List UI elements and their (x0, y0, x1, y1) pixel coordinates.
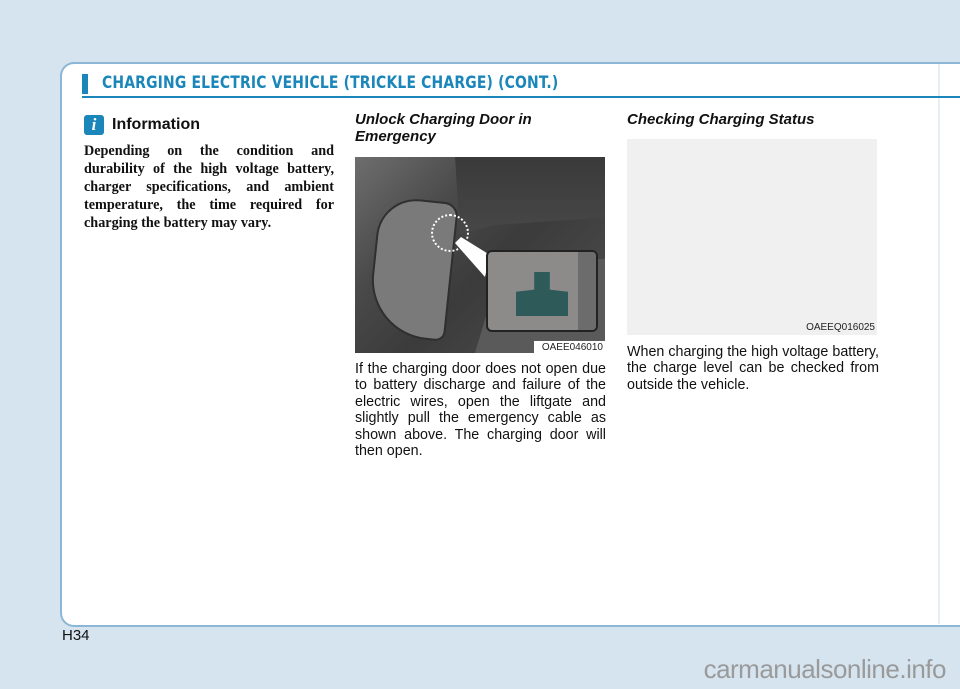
liftgate-emergency-cable-image (355, 157, 605, 353)
status-heading: Checking Charging Status (627, 111, 815, 128)
info-body-text: Depending on the condition and durability of the high voltage battery, charger specifications, and ambient temperature, the time required for charging the battery may vary. (84, 143, 334, 231)
title-marker (82, 74, 88, 94)
info-header (84, 115, 200, 135)
unlock-body-text: If the charging door does not open due to battery discharge and failure of the electric wires, open the liftgate and slightly pull the emergency cable as shown above. The charging door will then open. (355, 361, 606, 460)
info-icon: i (84, 115, 104, 135)
highlight-circle (431, 214, 469, 252)
image-caption: OAEEQ016025 (806, 322, 875, 333)
charging-status-image (627, 139, 877, 335)
watermark: carmanualsonline.info (703, 654, 946, 684)
column-divider (938, 64, 940, 624)
status-body-text: When charging the high voltage battery, the charge level can be checked from outside the vehicle. (627, 344, 879, 393)
info-label: Information (112, 116, 200, 133)
emergency-handle-inset (486, 250, 598, 332)
section-title-bar (82, 72, 960, 98)
page-number: H34 (62, 627, 90, 644)
section-title: CHARGING ELECTRIC VEHICLE (TRICKLE CHARGE) (CONT.) (102, 73, 559, 93)
image-caption: OAEE046010 (534, 341, 605, 353)
unlock-heading: Unlock Charging Door in Emergency (355, 111, 532, 145)
release-handle-tag (516, 272, 568, 316)
